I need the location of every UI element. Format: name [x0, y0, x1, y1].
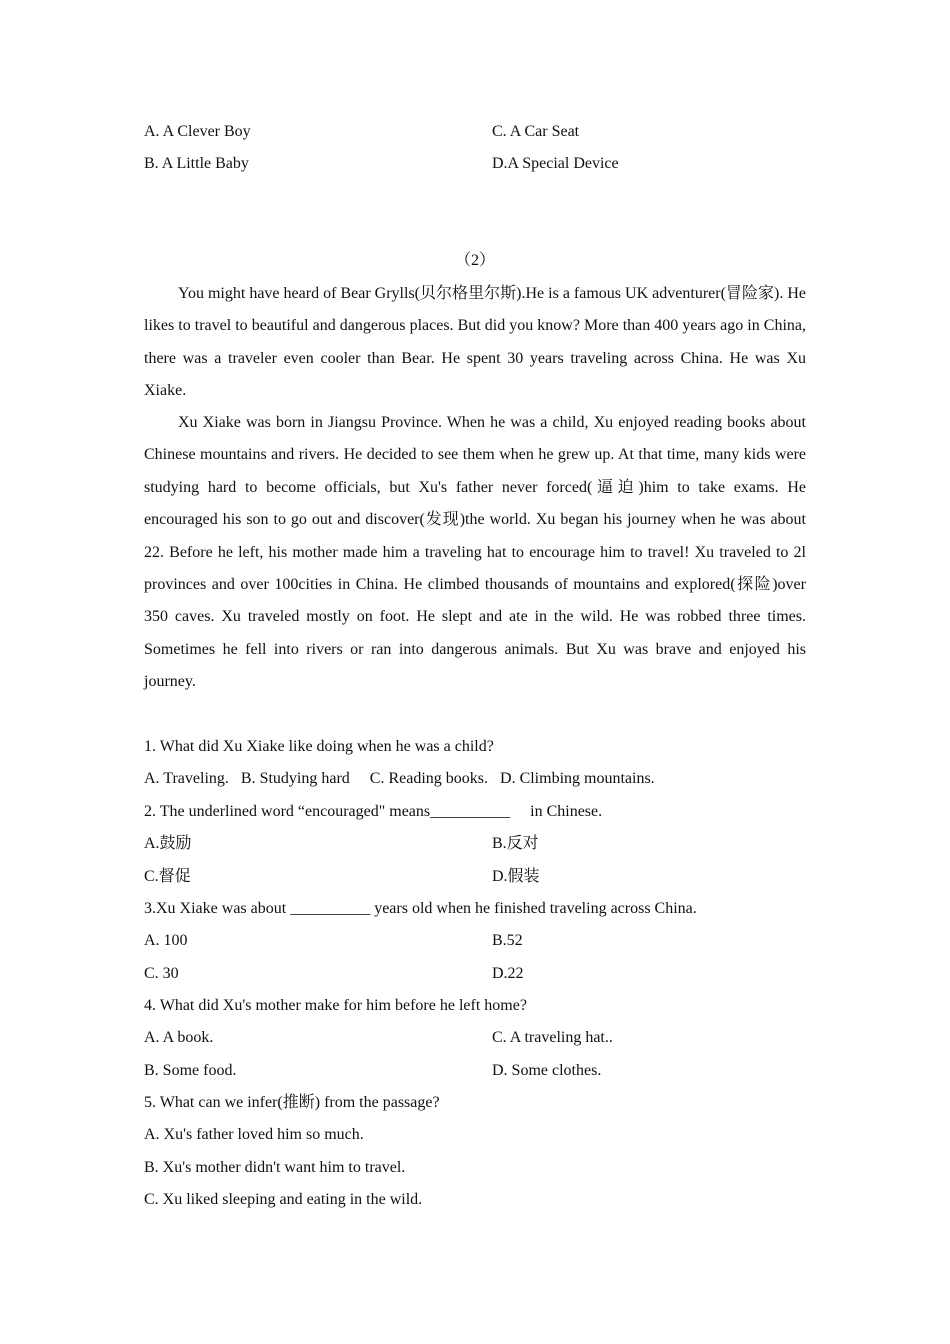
passage-paragraph-1: You might have heard of Bear Grylls(贝尔格里尔斯).He is a famous UK adventurer(冒险家). He likes to travel to beautiful and dangerous places. But did you know? More than 400 years ago in China, there was a traveler even cooler than Bear. He spent 30 years traveling across China. He was Xu Xiake.: [144, 285, 806, 400]
prev-option-d: D.A Special Device: [492, 155, 619, 172]
question-3-option-d: D.22: [492, 965, 524, 982]
question-2-option-a: A.鼓励: [144, 835, 192, 852]
prev-option-b: B. A Little Baby: [144, 155, 249, 172]
prev-option-a: A. A Clever Boy: [144, 123, 251, 140]
section-number: （2）: [454, 252, 495, 269]
question-5-option-b: B. Xu's mother didn't want him to travel.: [144, 1159, 406, 1176]
question-2-option-b: B.反对: [492, 835, 539, 852]
question-3-stem: 3.Xu Xiake was about __________ years old when he finished traveling across China.: [144, 900, 697, 917]
prev-option-c: C. A Car Seat: [492, 123, 580, 140]
question-2-option-d: D.假装: [492, 868, 540, 885]
question-4-option-a: A. A book.: [144, 1029, 214, 1046]
question-1-stem: 1. What did Xu Xiake like doing when he was a child?: [144, 738, 494, 755]
question-3-option-b: B.52: [492, 932, 523, 949]
question-5-option-a: A. Xu's father loved him so much.: [144, 1126, 364, 1143]
passage-paragraph-2: Xu Xiake was born in Jiangsu Province. When he was a child, Xu enjoyed reading books about Chinese mountains and rivers. He decided to see them when he grew up. At that time, many kids were studying hard to become officials, but Xu's father never forced(逼迫)him to take exams. He encouraged his son to go out and discover(发现)the world. Xu began his journey when he was about 22. Before he left, his mother made him a traveling hat to encourage him to travel! Xu traveled to 2l provinces and over 100cities in China. He climbed thousands of mountains and explored(探险)over 350 caves. Xu traveled mostly on foot. He slept and ate in the wild. He was robbed three times. Sometimes he fell into rivers or ran into dangerous animals. But Xu was brave and enjoyed his journey.: [144, 414, 806, 691]
question-1-options: A. Traveling. B. Studying hard C. Reading books. D. Climbing mountains.: [144, 770, 655, 787]
question-3-option-c: C. 30: [144, 965, 179, 982]
question-4-option-c: C. A traveling hat..: [492, 1029, 613, 1046]
question-4-stem: 4. What did Xu's mother make for him before he left home?: [144, 997, 527, 1014]
question-5-option-c: C. Xu liked sleeping and eating in the wild.: [144, 1191, 423, 1208]
question-4-option-d: D. Some clothes.: [492, 1062, 602, 1079]
question-2-option-c: C.督促: [144, 868, 191, 885]
question-2-stem: 2. The underlined word “encouraged" means__________ in Chinese.: [144, 803, 603, 820]
question-5-stem: 5. What can we infer(推断) from the passage?: [144, 1094, 440, 1111]
question-4-option-b: B. Some food.: [144, 1062, 237, 1079]
question-3-option-a: A. 100: [144, 932, 188, 949]
